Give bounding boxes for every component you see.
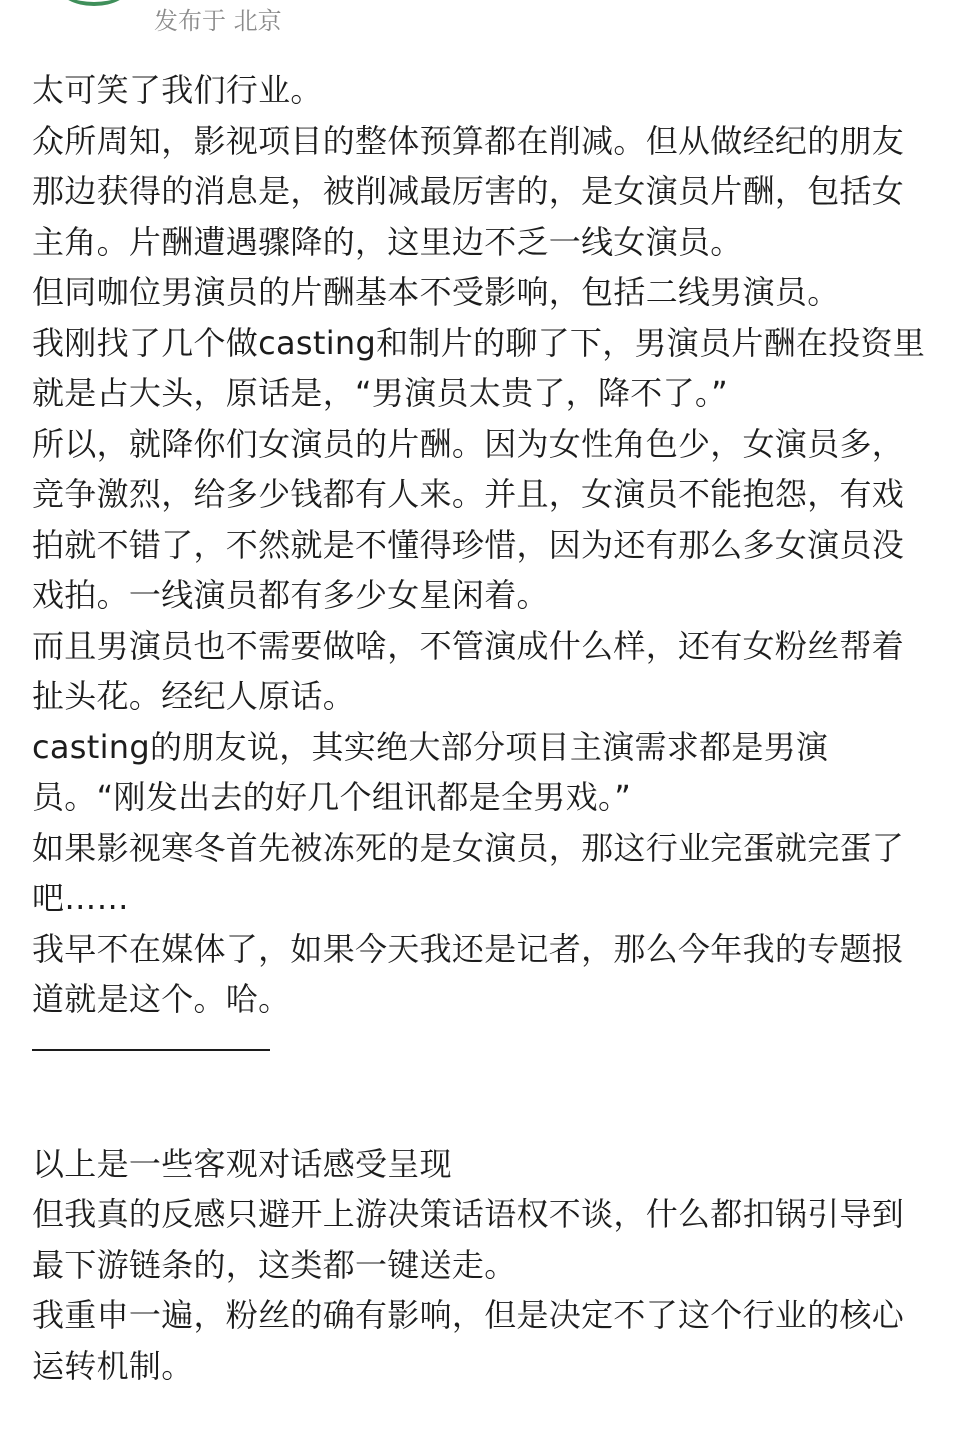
post-paragraph: 以上是一些客观对话感受呈现 [32, 1144, 452, 1183]
post-paragraph: 我刚找了几个做casting和制片的聊了下，男演员片酬在投资里就是占大头，原话是，“男演员太贵了，降不了。” [32, 323, 926, 412]
post-paragraph: 如果影视寒冬首先被冻死的是女演员，那这行业完蛋就完蛋了吧…… [32, 828, 905, 917]
post-paragraph: 我重申一遍，粉丝的确有影响，但是决定不了这个行业的核心运转机制。 [32, 1296, 905, 1385]
post-paragraph: 但同咖位男演员的片酬基本不受影响，包括二线男演员。 [32, 273, 840, 311]
post-paragraph: 但我真的反感只避开上游决策话语权不谈，什么都扣锅引导到最下游链条的，这类都一键送走。 [32, 1195, 905, 1284]
post-paragraph: 太可笑了我们行业。 [32, 71, 323, 109]
post-paragraph: 而且男演员也不需要做啥，不管演成什么样，还有女粉丝帮着扯头花。经纪人原话。 [32, 626, 905, 715]
post-body [32, 65, 932, 1391]
section-divider [32, 1049, 270, 1051]
bottom-fade [0, 1406, 960, 1446]
post-paragraph: 所以，就降你们女演员的片酬。因为女性角色少，女演员多，竞争激烈，给多少钱都有人来。并且，女演员不能抱怨，有戏拍就不错了，不然就是不懂得珍惜，因为还有那么多女演员没戏拍。一线演员都有多少女星闲着。 [32, 424, 905, 614]
post-paragraph: casting的朋友说，其实绝大部分项目主演需求都是男演员。“刚发出去的好几个组讯都是全男戏。” [32, 727, 829, 816]
post-paragraph: 我早不在媒体了，如果今天我还是记者，那么今年我的专题报道就是这个。哈。 [32, 929, 905, 1018]
post-location: 发布于 北京 [154, 7, 282, 35]
post-header [0, 0, 960, 50]
avatar[interactable] [58, 0, 130, 6]
blank-line [32, 1075, 932, 1139]
post-paragraph: 众所周知，影视项目的整体预算都在削减。但从做经纪的朋友那边获得的消息是，被削减最厉害的，是女演员片酬，包括女主角。片酬遭遇骤降的，这里边不乏一线女演员。 [32, 121, 905, 261]
